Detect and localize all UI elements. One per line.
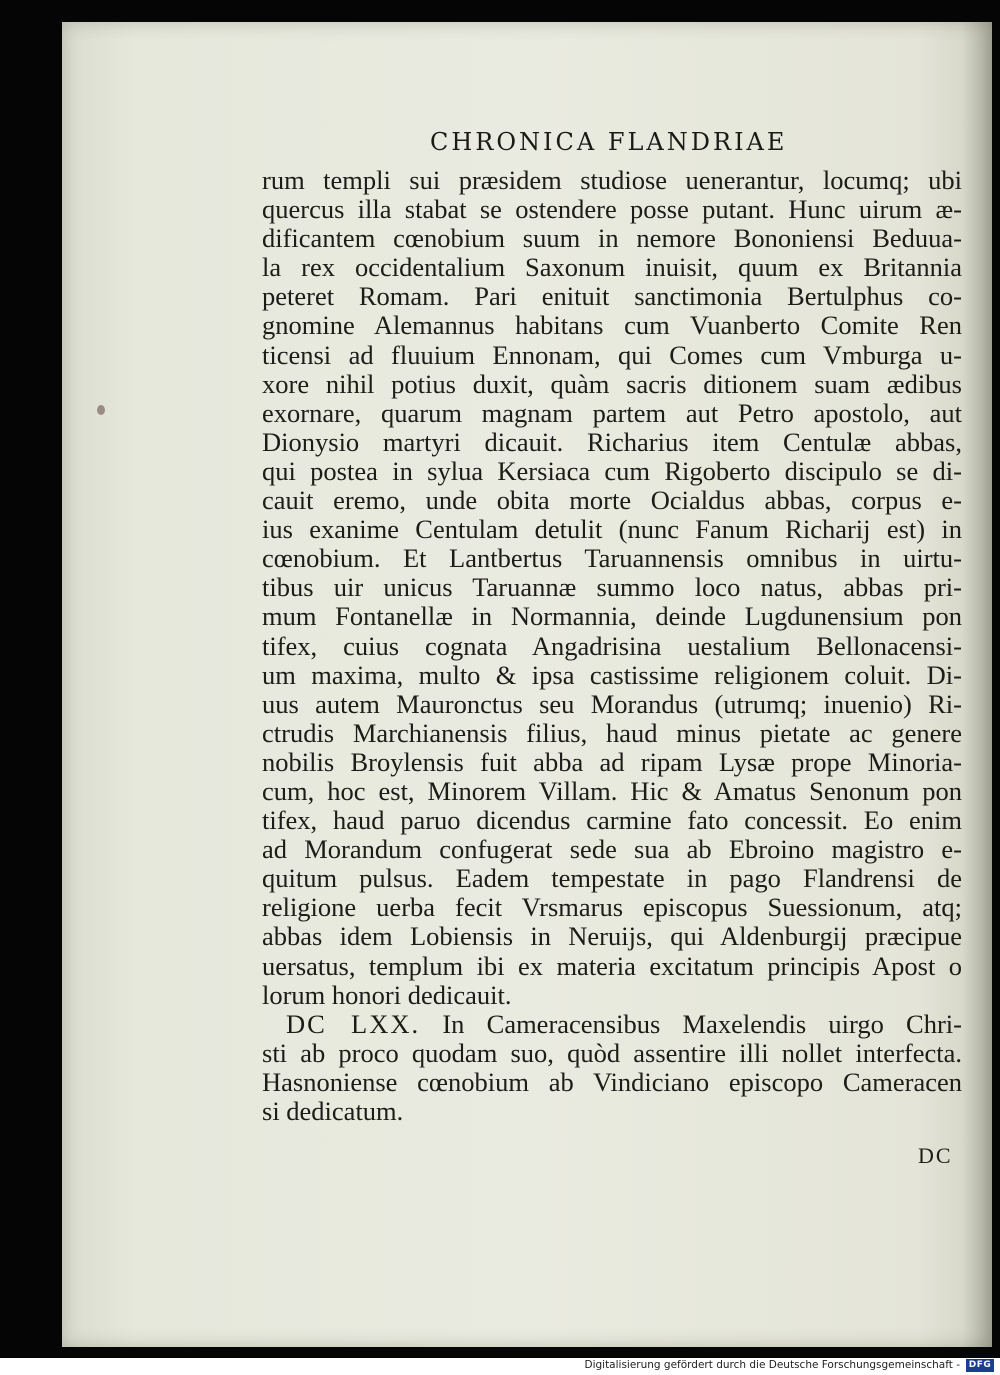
text-line: cum, hoc est, Minorem Villam. Hic & Amatus Senonum pon [262, 775, 962, 806]
text-line: dificantem cœnobium suum in nemore Bononiensi Beduua- [262, 223, 962, 254]
text-line: Dionysio martyri dicauit. Richarius item Centulæ abbas, [262, 426, 962, 457]
text-line: uus autem Mauronctus seu Morandus (utrumq; inuenio) Ri- [262, 688, 962, 719]
text-line: si dedicatum. [262, 1096, 404, 1126]
text-line: uersatus, templum ibi ex materia excitatum principis Apost o [262, 950, 962, 981]
text-line: ius exanime Centulam detulit (nunc Fanum Richarij est) in [262, 514, 962, 545]
text-line: tifex, cuius cognata Angadrisina uestalium Bellonacensi- [262, 630, 962, 661]
text-line: nobilis Broylensis fuit abba ad ripam Lysæ prope Minoria- [262, 746, 962, 777]
paper-stain [97, 405, 105, 415]
footer-credit: Digitalisierung gefördert durch die Deutsche Forschungsgemeinschaft - [584, 1359, 960, 1371]
text-line: tibus uir unicus Taruannæ summo loco natus, abbas pri- [262, 572, 962, 603]
running-head: CHRONICA FLANDRIAE [430, 128, 788, 156]
text-line: Hasnoniense cœnobium ab Vindiciano episcopo Cameracen [262, 1066, 962, 1097]
entry-first-line [262, 1010, 962, 1039]
entry-year: DC LXX. [286, 1008, 421, 1039]
text-line: tifex, haud paruo dicendus carmine fato concessit. Eo enim [262, 805, 962, 836]
page-edge-shadow [962, 22, 992, 1347]
text-line: ticensi ad fluuium Ennonam, qui Comes cum Vmburga u- [262, 339, 962, 370]
entry-text: In Cameracensibus Maxelendis uirgo Chri- [442, 1008, 962, 1039]
text-line: abbas idem Lobiensis in Neruijs, qui Aldenburgij præcipue [262, 921, 962, 952]
text-line: religione uerba fecit Vrsmarus episcopus Suessionum, atq; [262, 892, 962, 923]
dfg-logo[interactable]: DFG [966, 1359, 994, 1372]
text-line: quitum pulsus. Eadem tempestate in pago Flandrensi de [262, 863, 962, 894]
text-line: sti ab proco quodam suo, quòd assentire illi nollet interfecta. [262, 1037, 962, 1068]
text-line: cauit eremo, unde obita morte Ocialdus abbas, corpus e- [262, 485, 962, 516]
text-line: la rex occidentalium Saxonum inuisit, quum ex Britannia [262, 252, 962, 283]
text-line: qui postea in sylua Kersiaca cum Rigoberto discipulo se di- [262, 455, 962, 486]
text-line: ad Morandum confugerat sede sua ab Ebroino magistro e- [262, 834, 962, 865]
text-line: gnomine Alemannus habitans cum Vuanberto Comite Ren [262, 310, 962, 341]
text-line: lorum honori dedicauit. [262, 979, 512, 1010]
text-line: cœnobium. Et Lantbertus Taruannensis omnibus in uirtu- [262, 543, 962, 574]
text-line: peteret Romam. Pari enituit sanctimonia Bertulphus co- [262, 281, 962, 312]
text-line: mum Fontanellæ in Normannia, deinde Lugdunensium pon [262, 601, 962, 632]
text-line: ctrudis Marchianensis filius, haud minus pietate ac genere [262, 717, 962, 748]
text-line: quercus illa stabat se ostendere posse putant. Hunc uirum æ- [262, 194, 962, 225]
text-line: xore nihil potius duxit, quàm sacris ditionem suam ædibus [262, 368, 962, 399]
catchword: DC [918, 1143, 953, 1168]
text-line: rum templi sui præsidem studiose uenerantur, locumq; ubi [262, 165, 962, 195]
body-text [262, 166, 962, 1126]
text-line: um maxima, multo & ipsa castissime religionem coluit. Di- [262, 659, 962, 690]
text-line: exornare, quarum magnam partem aut Petro apostolo, aut [262, 397, 962, 428]
